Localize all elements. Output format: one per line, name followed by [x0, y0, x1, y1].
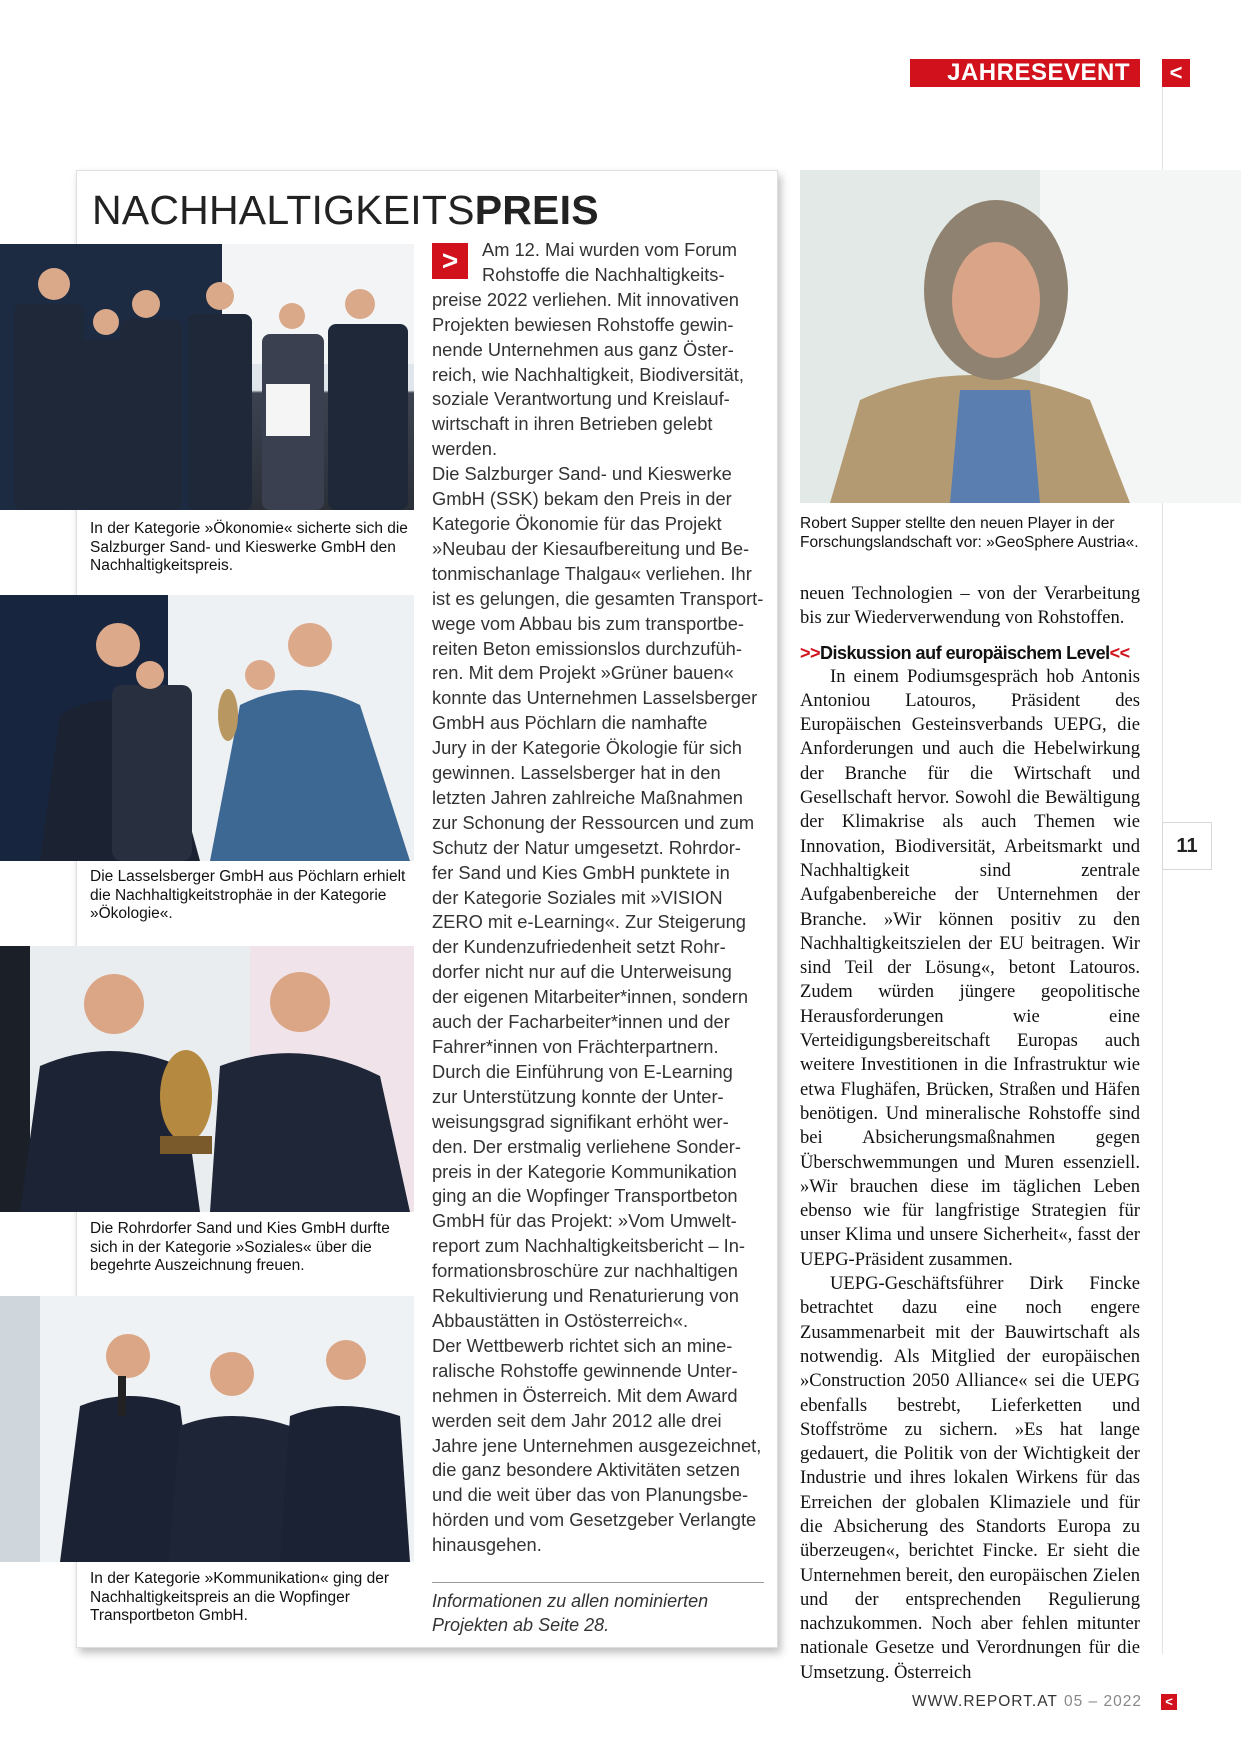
- article-body-right: [800, 582, 1140, 1685]
- caption-photo-1: In der Kategorie »Ökonomie« sicherte sich die Salzburger Sand- und Kieswerke GmbH den Nachhaltigkeitspreis.: [90, 520, 408, 574]
- text-line: werden.: [432, 438, 498, 460]
- people-illustration: [0, 595, 414, 861]
- text-line: reiten Beton emissionslos durchzufüh-: [432, 637, 742, 659]
- text-line: Abbaustätten in Ostösterreich«.: [432, 1309, 689, 1331]
- text-line: Die Salzburger Sand- und Kieswerke: [432, 463, 732, 485]
- page-number: 11: [1162, 822, 1212, 870]
- title-bold: PREIS: [474, 187, 599, 233]
- text-line: weisungsgrad signifikant erhöht wer-: [432, 1110, 729, 1132]
- article-body-middle: [432, 238, 768, 1558]
- text-line: preise 2022 verliehen. Mit innovativen: [432, 288, 739, 310]
- text-line: report zum Nachhaltigkeitsbericht – In-: [432, 1235, 745, 1257]
- speaker-illustration: [800, 170, 1241, 503]
- subhead-text: Diskussion auf europäischem Level: [820, 642, 1110, 663]
- text-line: Kategorie Ökonomie für das Projekt: [432, 512, 722, 534]
- text-line: wege vom Abbau bis zum transportbe-: [432, 612, 744, 634]
- text-line: ren. Mit dem Projekt »Grüner bauen«: [432, 662, 734, 684]
- text-line: preis in der Kategorie Kommunikation: [432, 1160, 737, 1182]
- article-title: [92, 188, 599, 232]
- caption-photo-3: Die Rohrdorfer Sand und Kies GmbH durfte sich in der Kategorie »Soziales« über die begehrte Auszeichnung freuen.: [90, 1220, 390, 1274]
- text-line: reich, wie Nachhaltigkeit, Biodiversität,: [432, 363, 744, 385]
- text-line: der eigenen Mitarbeiter*innen, sondern: [432, 986, 749, 1008]
- intro-arrow-icon: >: [432, 243, 468, 279]
- text-line: letzten Jahren zahlreiche Maßnahmen: [432, 786, 743, 808]
- text-line: Durch die Einführung von E-Learning: [432, 1060, 733, 1082]
- text-line: fer Sand und Kies GmbH punktete in: [432, 861, 730, 883]
- text-line: Rekultivierung und Renaturierung von: [432, 1285, 739, 1307]
- text-line: die ganz besondere Aktivitäten setzen: [432, 1459, 740, 1481]
- text-line: GmbH aus Pöchlarn die namhafte: [432, 712, 708, 734]
- paragraph: UEPG-Geschäftsführer Dirk Fincke betrachtet dazu eine noch engere Zusammenarbeit mit der Bauwirtschaft als notwendig. Als Mitglied der europäischen »Construction 2050 Alliance« sei die UEPG ebenfalls bestrebt, Lieferketten und Stoffströme zu sichern. »Es hat lange gedauert, die Politik von der Wichtigkeit der Industrie und ihres lokalen Wirkens für das Erreichen der globalen Klimaziele und für die Absicherung des Standorts Europa zu überzeugen«, berichtet Fincke. Er sieht die Unternehmen bereit, den europäischen Zielen und der entsprechenden Regulierung nachzukommen. Noch aber fehlen mitunter nationale Gesetze und Verordnungen für die Umsetzung. Österreich: [800, 1273, 1140, 1683]
- text-line: zur Schonung der Ressourcen und zum: [432, 811, 755, 833]
- people-illustration: [0, 1296, 414, 1562]
- text-line: Jury in der Kategorie Ökologie für sich: [432, 737, 742, 759]
- photo-award-oekologie: [0, 595, 414, 861]
- photo-award-kommunikation: [0, 1296, 414, 1562]
- text-line: tonmischanlage Thalgau« verliehen. Ihr: [432, 562, 752, 584]
- people-illustration: [0, 946, 414, 1212]
- back-chevron-icon[interactable]: <: [1162, 59, 1190, 87]
- paragraph: In einem Podiumsgespräch hob Antonis Antoniou Latouros, Präsident des Europäischen Gesteinsverbands UEPG, die Anforderungen und auch die Hebelwirkung der Branche für die Wirtschaft und Gesellschaft hervor. Sowohl die Bewältigung der Klimakrise als auch Themen wie Innovation, Biodiversität, Arbeitsmarkt und Nachhaltigkeit sind zentrale Aufgabenbereiche der Unternehmen der Branche. »Wir können positiv zu den Nachhaltigkeitszielen der EU beitragen. Wir sind Teil der Lösung«, betont Latouros. Zudem würden jüngere geopolitische Herausforderungen wie eine Verteidigungsbereitschaft Europas auch weitere Investitionen in die Infrastruktur wie etwa Flughäfen, Brücken, Straßen und Häfen benötigen. Und mineralische Rohstoffe sind bei Absicherungsmaßnahmen gegen Überschwemmungen und Muren essenziell. »Wir brauchen diese im täglichen Leben ebenso wie für langfristige Strategien für unser Klima und unsere Sicherheit«, fasst der UEPG-Präsident zusammen.: [800, 665, 1140, 1270]
- footnote-divider: [432, 1582, 764, 1583]
- text-line: und die weit über das von Planungsbe-: [432, 1484, 749, 1506]
- text-line: hörden und vom Gesetzgeber Verlangte: [432, 1509, 757, 1531]
- footer-url[interactable]: WWW.REPORT.AT: [912, 1693, 1058, 1710]
- text-line: der Kategorie Soziales mit »VISION: [432, 886, 723, 908]
- caption-photo-4: In der Kategorie »Kommunikation« ging der Nachhaltigkeitspreis an die Wopfinger Transportbeton GmbH.: [90, 1570, 389, 1624]
- text-line: zur Unterstützung konnte der Unter-: [432, 1085, 724, 1107]
- footnote: Informationen zu allen nominierten Projekten ab Seite 28.: [432, 1591, 709, 1635]
- section-label: JAHRESEVENT: [910, 59, 1140, 87]
- caption-photo-2: Die Lasselsberger GmbH aus Pöchlarn erhielt die Nachhaltigkeitstrophäe in der Kategorie »Ökologie«.: [90, 868, 406, 922]
- text-line: auch der Facharbeiter*innen und der: [432, 1011, 730, 1033]
- photo-robert-supper: [800, 170, 1241, 503]
- text-line: wirtschaft in ihren Betrieben gelebt: [432, 413, 713, 435]
- text-line: Projekten bewiesen Rohstoffe gewin-: [432, 313, 734, 335]
- text-line: gewinnen. Lasselsberger hat in den: [432, 762, 721, 784]
- title-light: NACHHALTIGKEITS: [92, 187, 475, 233]
- photo-award-oekonomie: [0, 244, 414, 510]
- subhead-prefix: >>: [800, 642, 821, 663]
- text-line: hinausgehen.: [432, 1534, 542, 1556]
- text-line: nende Unternehmen aus ganz Öster-: [432, 338, 734, 360]
- photo-award-soziales: [0, 946, 414, 1212]
- text-line: Fahrer*innen von Frächterpartnern.: [432, 1036, 719, 1057]
- text-line: Der Wettbewerb richtet sich an mine-: [432, 1334, 733, 1356]
- text-line: soziale Verantwortung und Kreislauf-: [432, 388, 730, 410]
- text-line: konnte das Unternehmen Lasselsberger: [432, 687, 758, 709]
- text-line: »Neubau der Kiesaufbereitung und Be-: [432, 537, 750, 559]
- footer-issue: 05 – 2022: [1064, 1693, 1142, 1710]
- text-line: formationsbroschüre zur nachhaltigen: [432, 1260, 738, 1282]
- text-line: ging an die Wopfinger Transportbeton: [432, 1185, 738, 1207]
- text-line: der Kundenzufriedenheit setzt Rohr-: [432, 936, 726, 958]
- text-line: den. Der erstmalig verliehene Sonder-: [432, 1135, 741, 1157]
- text-line: ist es gelungen, die gesamten Transport-: [432, 587, 764, 609]
- subhead-suffix: <<: [1109, 642, 1130, 663]
- people-illustration: [0, 244, 414, 510]
- text-line: ZERO mit e-Learning«. Zur Steigerung: [432, 911, 746, 933]
- text-line: ralische Rohstoffe gewinnende Unter-: [432, 1359, 738, 1381]
- footer-chevron-icon[interactable]: <: [1161, 1694, 1177, 1710]
- text-line: nehmen in Österreich. Mit dem Award: [432, 1384, 738, 1406]
- text-line: GmbH (SSK) bekam den Preis in der: [432, 488, 732, 510]
- text-line: Am 12. Mai wurden vom Forum: [482, 239, 738, 260]
- text-line: dorfer nicht nur auf die Unterweisung: [432, 961, 732, 983]
- text-line: Jahre jene Unternehmen ausgezeichnet,: [432, 1434, 762, 1456]
- section-subhead: [800, 641, 1140, 665]
- text-line: werden seit dem Jahr 2012 alle drei: [432, 1409, 722, 1431]
- continuation-paragraph: neuen Technologien – von der Verarbeitung bis zur Wiederverwendung von Rohstoffen.: [800, 583, 1140, 629]
- caption-right-photo: Robert Supper stellte den neuen Player in der Forschungslandschaft vor: »GeoSphere Austria«.: [800, 515, 1139, 551]
- text-line: Schutz der Natur umgesetzt. Rohrdor-: [432, 836, 741, 858]
- text-line: Rohstoffe die Nachhaltigkeits-: [482, 263, 725, 285]
- text-line: GmbH für das Projekt: »Vom Umwelt-: [432, 1210, 737, 1232]
